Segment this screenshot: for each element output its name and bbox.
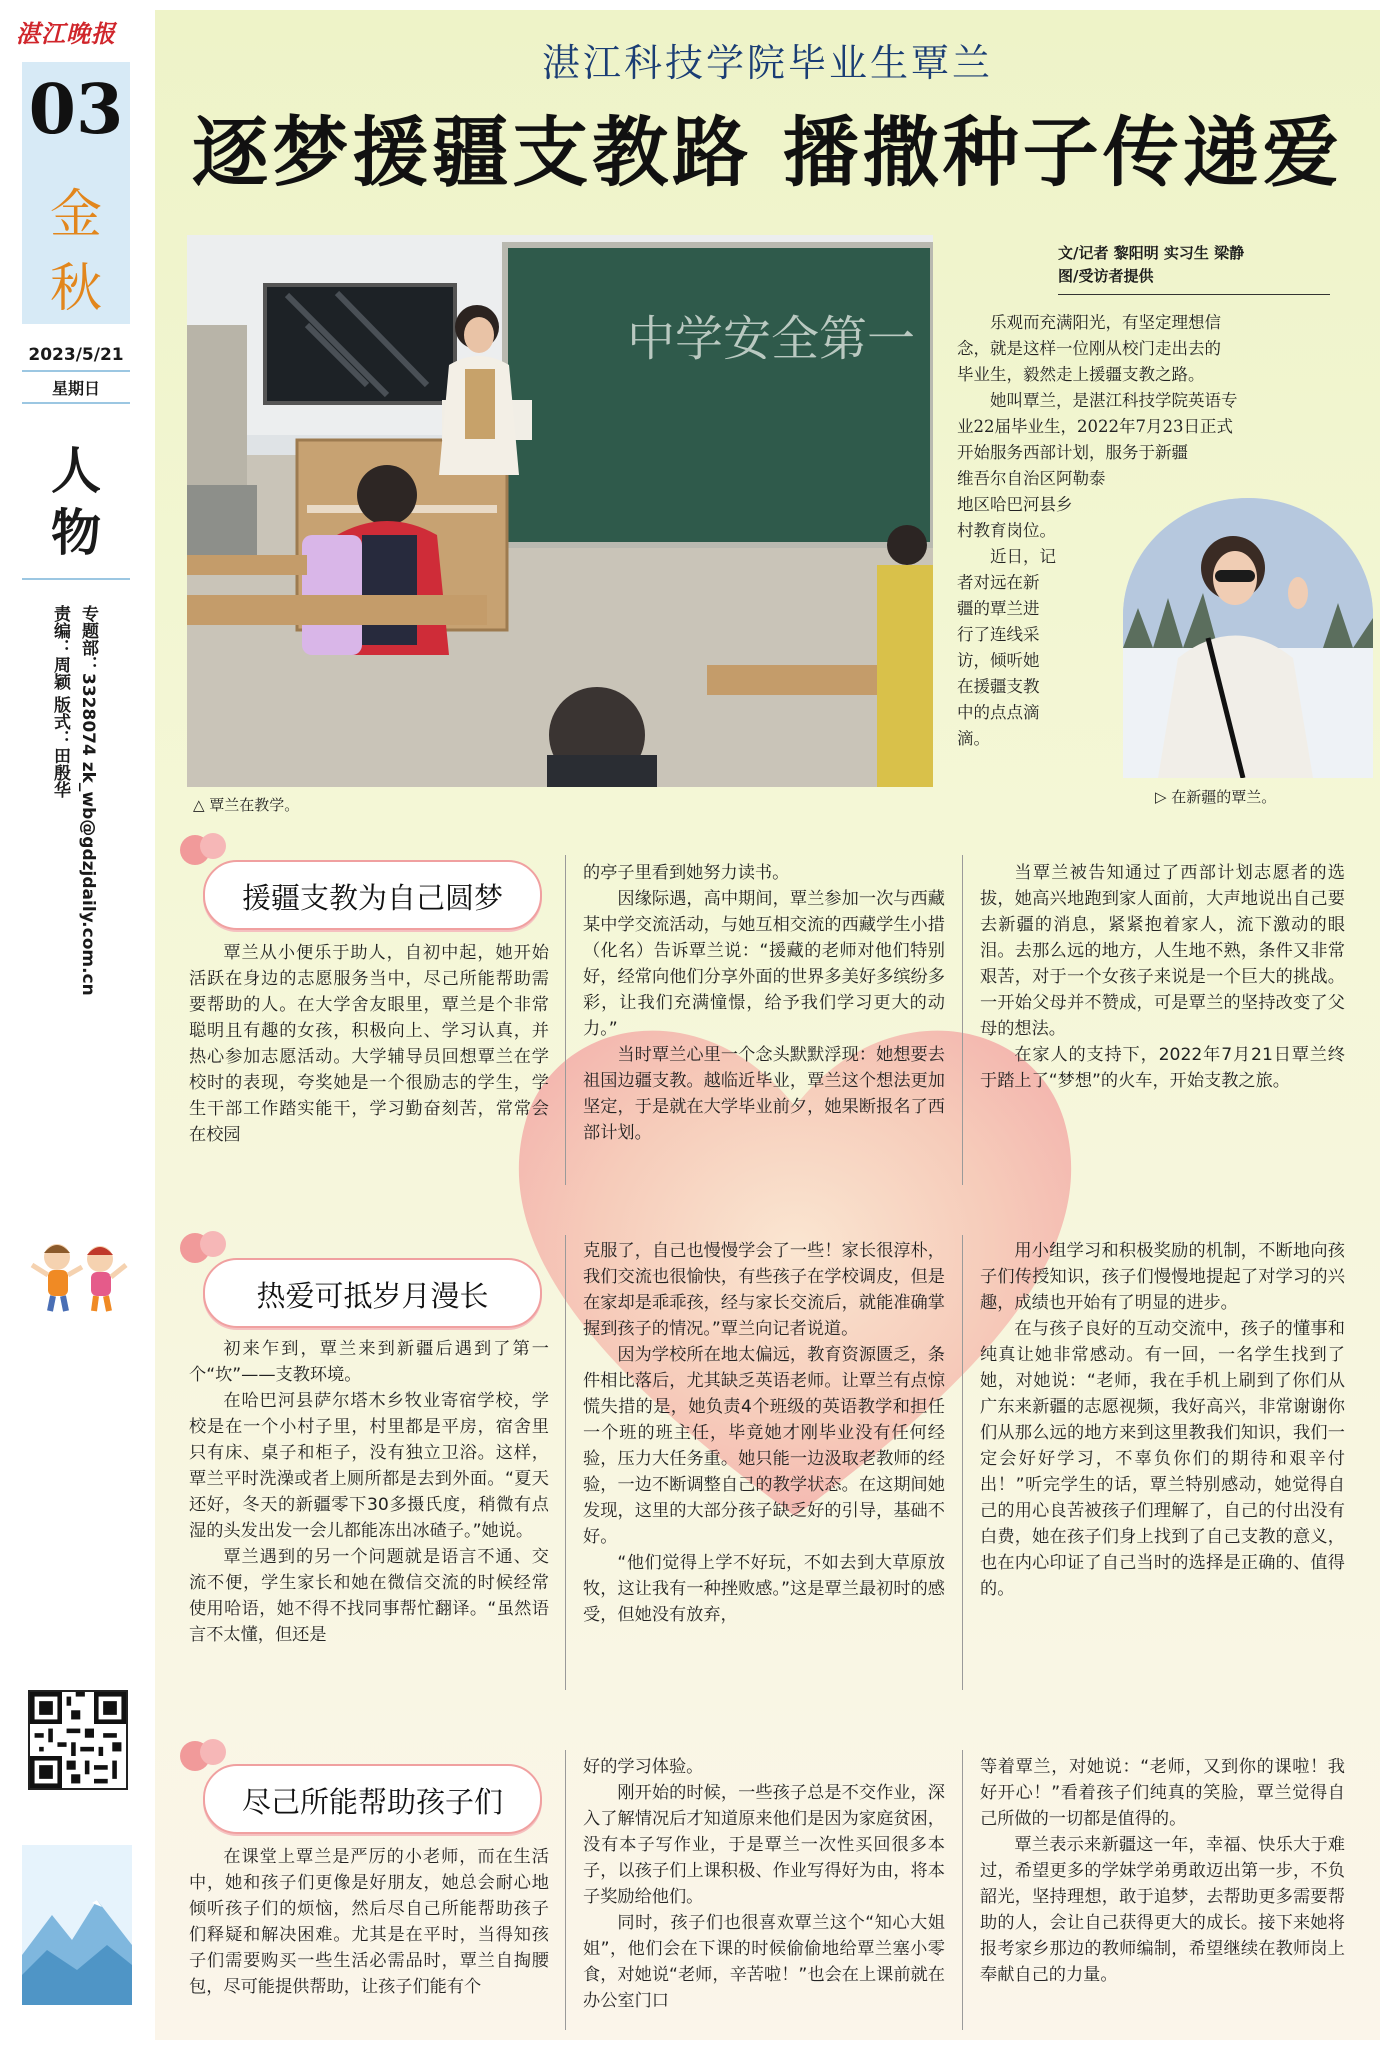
qr-code[interactable]	[28, 1690, 128, 1790]
column-title-char: 物	[51, 503, 101, 562]
column-divider	[565, 1750, 566, 2030]
divider	[22, 370, 130, 372]
intro-line: 乐观而充满阳光，有坚定理想信	[990, 313, 1221, 332]
column-divider	[962, 1750, 963, 2030]
divider	[22, 578, 130, 580]
paragraph: “他们觉得上学不好玩，不如去到大草原放牧，这让我有一种挫败感。”这是覃兰最初时的感受，但她没有放弃，	[583, 1553, 945, 1625]
byline-writers: 文/记者 黎阳明 实习生 梁静	[1058, 244, 1245, 262]
intro-line: 中的点点滴	[957, 703, 1040, 722]
paragraph: 在与孩子良好的互动交流中，孩子的懂事和纯真让她非常感动。有一回，一名学生找到了她，对她说：“老师，我在手机上刷到了你们从广东来新疆的志愿视频，我好高兴，非常谢谢你们从那么远的地方来到这里教我们知识，我们一定会好好学习，不辜负你们的期待和艰辛付出！”听完学生的话，覃兰特别感动，她觉得自己的用心良苦被孩子们理解了，自己的付出没有白费，她在孩子们身上找到了自己支教的意义，也在内心印证了自己当时的选择是正确的、值得的。	[980, 1319, 1345, 1599]
contact-info: 专题部：3328074 zk_wb@gdzjdaily.com.cn	[78, 605, 98, 996]
page-number: 03	[28, 70, 124, 150]
blackboard-text: 中学安全第一	[627, 311, 916, 367]
section-3-column-1	[189, 1844, 549, 2000]
column-divider	[962, 855, 963, 1185]
paragraph: 在家人的支持下，2022年7月21日覃兰终于踏上了“梦想”的火车，开始支教之旅。	[980, 1045, 1345, 1091]
paragraph: 用小组学习和积极奖励的机制，不断地向孩子们传授知识，孩子们慢慢地提起了对学习的兴趣，成绩也开始有了明显的进步。	[980, 1241, 1345, 1313]
paragraph: 因为学校所在地太偏远，教育资源匮乏，条件相比落后，尤其缺乏英语老师。让覃兰有点惊慌失措的是，她负责4个班级的英语教学和担任一个班的班主任，毕竟她才刚毕业没有任何经验，压力大任务重。她只能一边汲取老教师的经验，一边不断调整自己的教学状态。在这期间她发现，这里的大部分孩子缺乏好的引导，基础不好。	[583, 1345, 945, 1547]
intro-line: 维吾尔自治区阿勒泰	[957, 469, 1106, 488]
portrait-photo-caption: ▷ 在新疆的覃兰。	[1155, 788, 1277, 806]
intro-text-narrow	[957, 466, 1127, 752]
editor-info: 责编：周颖 版式：田殷华	[50, 605, 70, 798]
weekday: 星期日	[51, 379, 100, 398]
kids-illustration	[22, 1235, 132, 1315]
intro-line: 在援疆支教	[957, 677, 1040, 696]
byline-photo: 图/受访者提供	[1058, 267, 1154, 285]
section-heading-1	[203, 860, 542, 930]
paragraph: 当覃兰被告知通过了西部计划志愿者的选拔，她高兴地跑到家人面前，大声地说出自己要去新疆的消息，紧紧抱着家人，流下激动的眼泪。去那么远的地方，人生地不熟，条件又非常艰苦，对于一个女孩子来说是一个巨大的挑战。一开始父母并不赞成，可是覃兰的坚持改变了父母的想法。	[980, 863, 1345, 1039]
intro-line: 毕业生，毅然走上援疆支教之路。	[957, 365, 1205, 384]
byline	[1058, 242, 1244, 288]
column-title	[22, 440, 130, 564]
intro-line: 开始服务西部计划，服务于新疆	[957, 443, 1188, 462]
section-heading-text: 热爱可抵岁月漫长	[256, 1279, 489, 1313]
intro-line: 她叫覃兰，是湛江科技学院英语专	[990, 391, 1238, 410]
intro-line: 地区哈巴河县乡	[957, 495, 1073, 514]
column-title-char: 人	[51, 441, 101, 500]
classroom-photo-caption: △ 覃兰在教学。	[193, 796, 300, 814]
paragraph: 覃兰表示来新疆这一年，幸福、快乐大于难过，希望更多的学妹学弟勇敢迈出第一步，不负韶光，坚持理想，敢于追梦，去帮助更多需要帮助的人，会让自己获得更大的成长。接下来她将报考家乡那边的教师编制，希望继续在教师岗上奉献自己的力量。	[980, 1835, 1345, 1985]
section-1-column-1	[189, 940, 549, 1148]
sidebar	[0, 0, 150, 2048]
intro-line: 访，倾听她	[957, 651, 1040, 670]
mountain-illustration	[22, 1845, 132, 2005]
intro-text-wide	[957, 310, 1369, 466]
classroom-photo	[187, 235, 933, 787]
paragraph: 的亭子里看到她努力读书。	[583, 863, 790, 883]
article-kicker: 湛江科技学院毕业生覃兰	[541, 41, 993, 85]
intro-line: 念，就是这样一位刚从校门走出去的	[957, 339, 1221, 358]
section-heading-text: 援疆支教为自己圆梦	[241, 881, 503, 915]
article-headline: 逐梦援疆支教路 播撒种子传递爱	[192, 108, 1343, 197]
paragraph: 同时，孩子们也很喜欢覃兰这个“知心大姐姐”，他们会在下课的时候偷偷地给覃兰塞小零食，对她说“老师，辛苦啦！”也会在上课前就在办公室门口	[583, 1913, 945, 2011]
article-panel	[155, 10, 1380, 2040]
byline-rule	[1058, 294, 1330, 295]
paragraph: 克服了，自己也慢慢学会了一些！家长很淳朴，我们交流也很愉快，有些孩子在学校调皮，但是在家却是乖乖孩，经与家长交流后，就能准确掌握到孩子的情况。”覃兰向记者说道。	[583, 1241, 945, 1339]
portrait-photo	[1123, 498, 1373, 778]
issue-date: 2023/5/21	[28, 345, 124, 365]
paragraph: 覃兰从小便乐于助人，自初中起，她开始活跃在身边的志愿服务当中，尽己所能帮助需要帮助的人。在大学舍友眼里，覃兰是个非常聪明且有趣的女孩，积极向上、学习认真，并热心参加志愿活动。大学辅导员回想覃兰在学校时的表现，夸奖她是一个很励志的学生，学生干部工作踏实能干，学习勤奋刻苦，常常会在校园	[189, 943, 549, 1145]
intro-line: 行了连线采	[957, 625, 1040, 644]
intro-line: 村教育岗位。	[957, 521, 1056, 540]
section-heading-3	[203, 1764, 542, 1834]
intro-line: 滴。	[957, 729, 990, 748]
paragraph: 等着覃兰，对她说：“老师，又到你的课啦！我好开心！”看着孩子们纯真的笑脸，覃兰觉得自己所做的一切都是值得的。	[980, 1757, 1345, 1829]
divider	[22, 402, 130, 404]
column-divider	[962, 1235, 963, 1690]
edition-box	[22, 62, 130, 324]
column-divider	[565, 855, 566, 1185]
paragraph: 刚开始的时候，一些孩子总是不交作业，深入了解情况后才知道原来他们是因为家庭贫困，没有本子写作业，于是覃兰一次性买回很多本子，以孩子们上课积极、作业写得好为由，将本子奖励给他们。	[583, 1783, 945, 1907]
paragraph: 好的学习体验。	[583, 1757, 704, 1777]
intro-line: 近日，记	[990, 547, 1056, 566]
intro-line: 业22届毕业生，2022年7月23日正式	[957, 417, 1233, 436]
section-heading-2	[203, 1258, 542, 1328]
section-heading-text: 尽己所能帮助孩子们	[241, 1785, 503, 1819]
section-2-column-3	[980, 1238, 1345, 1602]
paragraph: 覃兰遇到的另一个问题就是语言不通、交流不便，学生家长和她在微信交流的时候经常使用哈语，她不得不找同事帮忙翻译。“虽然语言不太懂，但还是	[189, 1547, 549, 1645]
section-1-column-3	[980, 860, 1345, 1094]
column-divider	[565, 1235, 566, 1690]
paragraph: 初来乍到，覃兰来到新疆后遇到了第一个“坎”——支教环境。	[189, 1339, 549, 1385]
section-char-2: 秋	[49, 259, 102, 319]
paragraph: 因缘际遇，高中期间，覃兰参加一次与西藏某中学交流活动，与她互相交流的西藏学生小措（化名）告诉覃兰说：“援藏的老师对他们特别好，经常向他们分享外面的世界多美好多缤纷多彩，让我们充满憧憬，给予我们学习更大的动力。”	[583, 889, 945, 1039]
intro-line: 者对远在新	[957, 573, 1040, 592]
paragraph: 在哈巴河县萨尔塔木乡牧业寄宿学校，学校是在一个小村子里，村里都是平房，宿舍里只有床、桌子和柜子，没有独立卫浴。这样，覃兰平时洗澡或者上厕所都是去到外面。“夏天还好，冬天的新疆零下30多摄氏度，稍微有点湿的头发出发一会儿都能冻出冰碴子。”她说。	[189, 1391, 549, 1541]
section-2-column-1	[189, 1336, 549, 1648]
section-1-column-2	[583, 860, 945, 1146]
paragraph: 在课堂上覃兰是严厉的小老师，而在生活中，她和孩子们更像是好朋友，她总会耐心地倾听孩子们的烦恼，然后尽自己所能帮助孩子们释疑和解决困难。尤其是在平时，当得知孩子们需要购买一些生活必需品时，覃兰自掏腰包，尽可能提供帮助，让孩子们能有个	[189, 1847, 549, 1997]
section-3-column-2	[583, 1754, 945, 2014]
section-char-1: 金	[49, 185, 102, 245]
paper-name: 湛江晚报	[16, 19, 116, 48]
section-3-column-3	[980, 1754, 1345, 1988]
intro-line: 疆的覃兰进	[957, 599, 1040, 618]
section-2-column-2	[583, 1238, 945, 1628]
paragraph: 当时覃兰心里一个念头默默浮现：她想要去祖国边疆支教。越临近毕业，覃兰这个想法更加坚定，于是就在大学毕业前夕，她果断报名了西部计划。	[583, 1045, 945, 1143]
